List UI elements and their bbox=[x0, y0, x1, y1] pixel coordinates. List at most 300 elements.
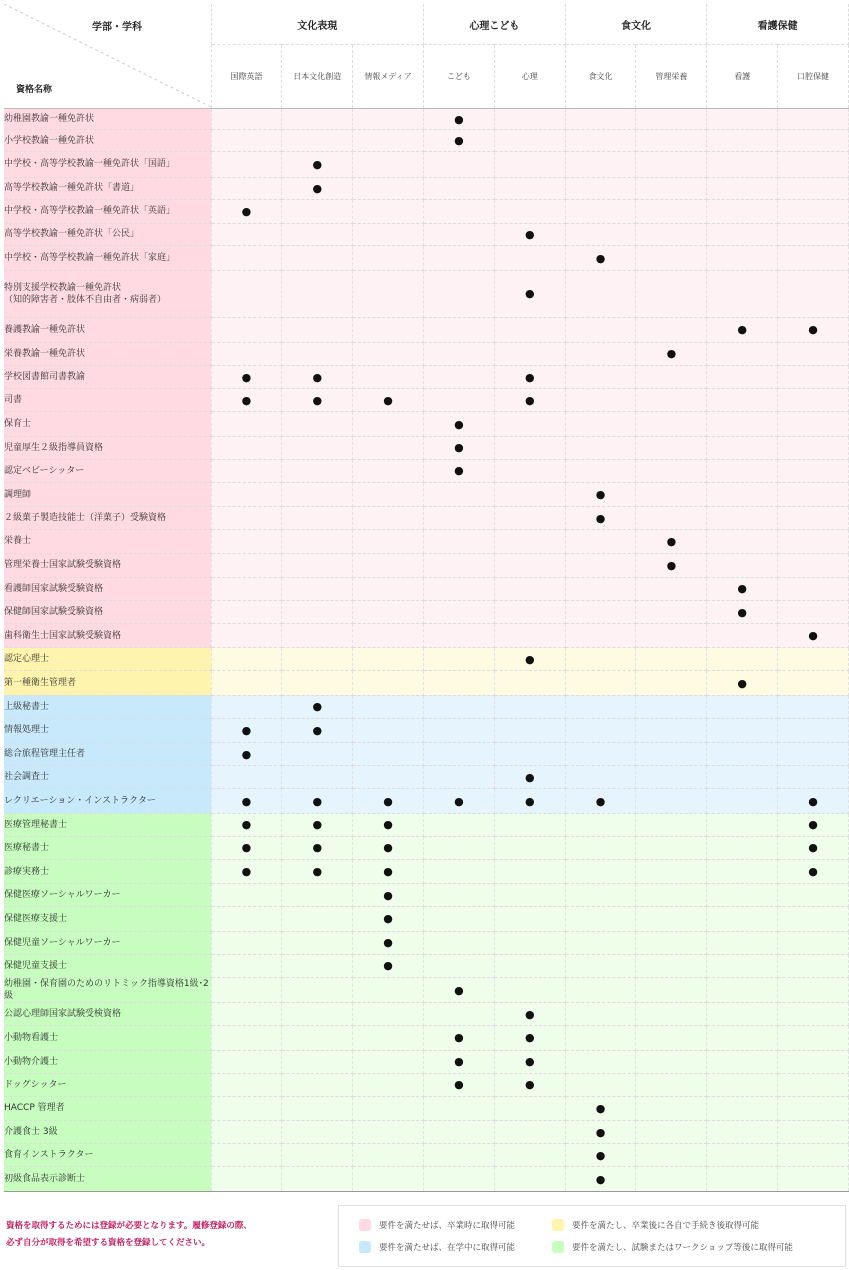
available-mark: ● bbox=[454, 1031, 464, 1045]
matrix-cell bbox=[494, 530, 565, 553]
matrix-cell bbox=[494, 813, 565, 836]
matrix-cell bbox=[565, 1073, 636, 1096]
table-row bbox=[4, 884, 849, 907]
available-mark: ● bbox=[524, 1078, 535, 1092]
matrix-cell bbox=[494, 1050, 565, 1073]
matrix-cell bbox=[636, 977, 707, 1002]
qualification-name: 第一種衛生管理者 bbox=[4, 671, 211, 695]
matrix-cell bbox=[211, 977, 282, 1002]
matrix-cell bbox=[778, 766, 849, 789]
matrix-cell bbox=[494, 1026, 565, 1050]
available-mark: ● bbox=[454, 464, 464, 478]
matrix-cell bbox=[211, 884, 282, 907]
matrix-cell bbox=[636, 695, 707, 718]
matrix-cell bbox=[778, 342, 849, 365]
matrix-cell bbox=[424, 482, 495, 506]
matrix-cell bbox=[494, 366, 565, 389]
matrix-cell bbox=[565, 743, 636, 766]
matrix-cell bbox=[565, 1096, 636, 1120]
matrix-cell bbox=[211, 459, 282, 482]
matrix-cell bbox=[211, 1144, 282, 1167]
matrix-cell bbox=[282, 931, 353, 954]
matrix-cell bbox=[565, 600, 636, 623]
available-mark: ● bbox=[312, 865, 323, 879]
table-row bbox=[4, 907, 849, 931]
matrix-cell bbox=[778, 246, 849, 271]
matrix-cell bbox=[707, 553, 778, 577]
matrix-cell bbox=[282, 577, 353, 600]
matrix-cell bbox=[353, 130, 424, 152]
matrix-cell bbox=[778, 109, 849, 130]
matrix-cell bbox=[707, 317, 778, 342]
matrix-cell bbox=[424, 1096, 495, 1120]
matrix-cell bbox=[778, 718, 849, 742]
matrix-cell bbox=[565, 648, 636, 671]
matrix-cell bbox=[565, 366, 636, 389]
matrix-cell bbox=[494, 246, 565, 271]
matrix-cell bbox=[707, 766, 778, 789]
matrix-cell bbox=[353, 1026, 424, 1050]
matrix-cell bbox=[494, 977, 565, 1002]
matrix-cell bbox=[494, 553, 565, 577]
matrix-cell bbox=[211, 507, 282, 530]
matrix-cell bbox=[636, 342, 707, 365]
matrix-cell bbox=[707, 1121, 778, 1144]
matrix-cell bbox=[282, 130, 353, 152]
qualification-name: HACCP 管理者 bbox=[4, 1096, 211, 1120]
legend-item-pink bbox=[359, 1219, 515, 1231]
available-mark: ● bbox=[808, 841, 818, 855]
qualification-name: 診療実務士 bbox=[4, 859, 211, 883]
matrix-cell bbox=[707, 530, 778, 553]
matrix-cell bbox=[353, 199, 424, 223]
matrix-cell bbox=[282, 813, 353, 836]
matrix-cell bbox=[211, 954, 282, 977]
subject-header: 口腔保健 bbox=[778, 45, 849, 109]
matrix-cell bbox=[565, 199, 636, 223]
matrix-cell bbox=[211, 317, 282, 342]
matrix-cell bbox=[282, 317, 353, 342]
matrix-cell bbox=[636, 271, 707, 317]
available-mark: ● bbox=[595, 1148, 606, 1162]
matrix-cell bbox=[282, 718, 353, 742]
matrix-cell bbox=[282, 1144, 353, 1167]
available-mark: ● bbox=[241, 723, 252, 737]
available-mark: ● bbox=[524, 1031, 535, 1045]
matrix-cell bbox=[424, 412, 495, 436]
qualification-name: 中学校・高等学校教諭一種免許状「家庭」 bbox=[4, 246, 211, 271]
matrix-cell bbox=[707, 884, 778, 907]
matrix-cell bbox=[424, 199, 495, 223]
note-line: 必ず自分が取得を希望する資格を登録してください。 bbox=[6, 1238, 211, 1248]
available-mark: ● bbox=[383, 841, 393, 855]
qualification-name: 中学校・高等学校教諭一種免許状「英語」 bbox=[4, 199, 211, 223]
table-row bbox=[4, 412, 849, 436]
matrix-cell bbox=[211, 366, 282, 389]
matrix-cell bbox=[282, 177, 353, 199]
department-header: 食文化 bbox=[565, 4, 707, 45]
department-header: 心理こども bbox=[424, 4, 566, 45]
matrix-cell bbox=[494, 507, 565, 530]
matrix-cell bbox=[211, 1167, 282, 1192]
matrix-cell bbox=[565, 507, 636, 530]
matrix-cell bbox=[565, 482, 636, 506]
qualification-name: 看護師国家試験受験資格 bbox=[4, 577, 211, 600]
legend-item-blue bbox=[359, 1241, 515, 1253]
matrix-cell bbox=[778, 884, 849, 907]
available-mark: ● bbox=[454, 983, 464, 997]
matrix-cell bbox=[636, 836, 707, 859]
matrix-cell bbox=[282, 271, 353, 317]
qualification-name: 医療秘書士 bbox=[4, 836, 211, 859]
qualification-name: 高等学校教諭一種免許状「書道」 bbox=[4, 177, 211, 199]
matrix-cell bbox=[424, 1167, 495, 1192]
qualification-name: 保育士 bbox=[4, 412, 211, 436]
matrix-cell bbox=[282, 482, 353, 506]
matrix-cell bbox=[778, 530, 849, 553]
table-row bbox=[4, 648, 849, 671]
matrix-cell bbox=[565, 223, 636, 245]
matrix-cell bbox=[494, 695, 565, 718]
matrix-cell bbox=[282, 389, 353, 412]
matrix-cell bbox=[778, 199, 849, 223]
matrix-cell bbox=[707, 907, 778, 931]
matrix-cell bbox=[424, 246, 495, 271]
qualification-name: 養護教諭一種免許状 bbox=[4, 317, 211, 342]
matrix-cell bbox=[636, 859, 707, 883]
matrix-cell bbox=[211, 1121, 282, 1144]
matrix-cell bbox=[707, 177, 778, 199]
matrix-cell bbox=[424, 1003, 495, 1026]
table-row bbox=[4, 177, 849, 199]
matrix-cell bbox=[282, 977, 353, 1002]
matrix-cell bbox=[353, 1096, 424, 1120]
matrix-cell bbox=[211, 1026, 282, 1050]
matrix-cell bbox=[282, 1167, 353, 1192]
matrix-cell bbox=[565, 1050, 636, 1073]
matrix-cell bbox=[707, 931, 778, 954]
available-mark: ● bbox=[524, 794, 535, 808]
available-mark: ● bbox=[524, 770, 535, 784]
matrix-cell bbox=[565, 412, 636, 436]
available-mark: ● bbox=[595, 511, 606, 525]
table-row bbox=[4, 671, 849, 695]
matrix-cell bbox=[636, 459, 707, 482]
matrix-cell bbox=[778, 671, 849, 695]
header-corner bbox=[4, 4, 211, 109]
matrix-cell bbox=[353, 577, 424, 600]
matrix-cell bbox=[636, 1096, 707, 1120]
matrix-cell bbox=[707, 152, 778, 177]
matrix-cell bbox=[636, 366, 707, 389]
matrix-cell bbox=[778, 1026, 849, 1050]
qualification-name: 管理栄養士国家試験受験資格 bbox=[4, 553, 211, 577]
matrix-cell bbox=[282, 436, 353, 459]
available-mark: ● bbox=[312, 818, 323, 832]
available-mark: ● bbox=[454, 1055, 464, 1069]
matrix-cell bbox=[353, 695, 424, 718]
subject-header: 情報メディア bbox=[353, 45, 424, 109]
matrix-cell bbox=[353, 271, 424, 317]
qualification-name: 保健医療ソーシャルワーカー bbox=[4, 884, 211, 907]
matrix-cell bbox=[424, 671, 495, 695]
available-mark: ● bbox=[595, 251, 606, 265]
qualification-name: 食育インストラクター bbox=[4, 1144, 211, 1167]
matrix-cell bbox=[282, 342, 353, 365]
available-mark: ● bbox=[312, 370, 323, 384]
matrix-cell bbox=[494, 789, 565, 813]
matrix-cell bbox=[636, 931, 707, 954]
matrix-cell bbox=[565, 1121, 636, 1144]
table-row bbox=[4, 1144, 849, 1167]
available-mark: ● bbox=[383, 888, 393, 902]
table-row bbox=[4, 931, 849, 954]
available-mark: ● bbox=[312, 841, 323, 855]
matrix-cell bbox=[353, 1121, 424, 1144]
matrix-cell bbox=[636, 530, 707, 553]
matrix-cell bbox=[565, 1144, 636, 1167]
matrix-cell bbox=[282, 648, 353, 671]
matrix-cell bbox=[282, 907, 353, 931]
matrix-cell bbox=[494, 718, 565, 742]
matrix-cell bbox=[353, 859, 424, 883]
matrix-cell bbox=[494, 1096, 565, 1120]
matrix-cell bbox=[282, 199, 353, 223]
subject-header: 心理 bbox=[494, 45, 565, 109]
matrix-cell bbox=[778, 177, 849, 199]
matrix-cell bbox=[494, 109, 565, 130]
matrix-cell bbox=[424, 718, 495, 742]
available-mark: ● bbox=[241, 204, 252, 218]
matrix-cell bbox=[494, 1144, 565, 1167]
matrix-cell bbox=[353, 1073, 424, 1096]
matrix-cell bbox=[778, 624, 849, 648]
matrix-cell bbox=[565, 954, 636, 977]
matrix-cell bbox=[282, 1003, 353, 1026]
matrix-cell bbox=[353, 317, 424, 342]
qualification-name: 保健師国家試験受験資格 bbox=[4, 600, 211, 623]
matrix-cell bbox=[565, 884, 636, 907]
matrix-cell bbox=[778, 577, 849, 600]
matrix-cell bbox=[565, 695, 636, 718]
matrix-cell bbox=[424, 342, 495, 365]
legend-swatch-pink bbox=[359, 1219, 371, 1231]
available-mark: ● bbox=[808, 629, 818, 643]
matrix-cell bbox=[636, 177, 707, 199]
matrix-cell bbox=[424, 577, 495, 600]
matrix-cell bbox=[494, 342, 565, 365]
qualification-name: 調理師 bbox=[4, 482, 211, 506]
table-row bbox=[4, 577, 849, 600]
matrix-cell bbox=[707, 366, 778, 389]
matrix-cell bbox=[707, 718, 778, 742]
available-mark: ● bbox=[383, 912, 393, 926]
matrix-cell bbox=[707, 130, 778, 152]
matrix-cell bbox=[494, 907, 565, 931]
available-mark: ● bbox=[808, 794, 818, 808]
matrix-cell bbox=[565, 907, 636, 931]
matrix-cell bbox=[211, 695, 282, 718]
matrix-cell bbox=[494, 152, 565, 177]
matrix-cell bbox=[282, 366, 353, 389]
matrix-cell bbox=[778, 389, 849, 412]
matrix-cell bbox=[424, 317, 495, 342]
matrix-cell bbox=[707, 1096, 778, 1120]
matrix-cell bbox=[636, 789, 707, 813]
matrix-cell bbox=[282, 223, 353, 245]
matrix-cell bbox=[424, 884, 495, 907]
matrix-cell bbox=[211, 482, 282, 506]
available-mark: ● bbox=[524, 370, 535, 384]
available-mark: ● bbox=[312, 700, 323, 714]
matrix-cell bbox=[282, 1050, 353, 1073]
matrix-cell bbox=[565, 789, 636, 813]
matrix-cell bbox=[636, 1073, 707, 1096]
matrix-cell bbox=[707, 1167, 778, 1192]
matrix-cell bbox=[494, 766, 565, 789]
matrix-cell bbox=[353, 789, 424, 813]
matrix-cell bbox=[636, 954, 707, 977]
legend-label: 要件を満たし、試験またはワークショップ等後に取得可能 bbox=[572, 1243, 793, 1253]
matrix-cell bbox=[282, 1096, 353, 1120]
table-row bbox=[4, 342, 849, 365]
matrix-cell bbox=[353, 152, 424, 177]
matrix-cell bbox=[565, 530, 636, 553]
qualification-name: 中学校・高等学校教諭一種免許状「国語」 bbox=[4, 152, 211, 177]
table-row bbox=[4, 317, 849, 342]
qualification-name: 介護食士 3級 bbox=[4, 1121, 211, 1144]
available-mark: ● bbox=[241, 393, 252, 407]
table-row bbox=[4, 553, 849, 577]
matrix-cell bbox=[211, 1073, 282, 1096]
matrix-cell bbox=[211, 907, 282, 931]
matrix-cell bbox=[424, 836, 495, 859]
matrix-cell bbox=[565, 813, 636, 836]
matrix-cell bbox=[494, 954, 565, 977]
matrix-cell bbox=[424, 766, 495, 789]
matrix-cell bbox=[211, 177, 282, 199]
qualification-name: レクリエーション・インストラクター bbox=[4, 789, 211, 813]
qualification-name: 栄養教諭一種免許状 bbox=[4, 342, 211, 365]
matrix-cell bbox=[778, 954, 849, 977]
matrix-cell bbox=[707, 1003, 778, 1026]
matrix-cell bbox=[636, 600, 707, 623]
matrix-cell bbox=[494, 624, 565, 648]
matrix-cell bbox=[565, 130, 636, 152]
matrix-cell bbox=[565, 977, 636, 1002]
matrix-cell bbox=[778, 977, 849, 1002]
matrix-cell bbox=[353, 342, 424, 365]
available-mark: ● bbox=[383, 936, 393, 950]
matrix-cell bbox=[424, 1050, 495, 1073]
qualification-name: 総合旅程管理主任者 bbox=[4, 743, 211, 766]
matrix-cell bbox=[424, 977, 495, 1002]
matrix-cell bbox=[211, 389, 282, 412]
table-row bbox=[4, 624, 849, 648]
qualification-name: 特別支援学校教諭一種免許状 （知的障害者・肢体不自由者・病弱者） bbox=[4, 271, 211, 317]
matrix-cell bbox=[424, 954, 495, 977]
matrix-cell bbox=[636, 223, 707, 245]
matrix-cell bbox=[494, 884, 565, 907]
legend-swatch-yellow bbox=[552, 1219, 564, 1231]
matrix-cell bbox=[565, 109, 636, 130]
table-row bbox=[4, 1121, 849, 1144]
matrix-cell bbox=[424, 109, 495, 130]
matrix-cell bbox=[636, 1003, 707, 1026]
matrix-cell bbox=[494, 836, 565, 859]
matrix-cell bbox=[353, 931, 424, 954]
matrix-cell bbox=[707, 577, 778, 600]
matrix-cell bbox=[424, 553, 495, 577]
available-mark: ● bbox=[595, 1125, 606, 1139]
matrix-cell bbox=[282, 624, 353, 648]
matrix-cell bbox=[353, 553, 424, 577]
qualification-name: 保健児童支援士 bbox=[4, 954, 211, 977]
matrix-cell bbox=[424, 366, 495, 389]
qualification-name: 情報処理士 bbox=[4, 718, 211, 742]
available-mark: ● bbox=[241, 841, 252, 855]
matrix-cell bbox=[778, 648, 849, 671]
matrix-cell bbox=[636, 389, 707, 412]
matrix-cell bbox=[707, 648, 778, 671]
table-row bbox=[4, 954, 849, 977]
matrix-cell bbox=[282, 859, 353, 883]
matrix-cell bbox=[636, 1121, 707, 1144]
matrix-cell bbox=[494, 482, 565, 506]
matrix-cell bbox=[424, 459, 495, 482]
matrix-cell bbox=[778, 836, 849, 859]
available-mark: ● bbox=[808, 323, 818, 337]
matrix-cell bbox=[282, 836, 353, 859]
matrix-cell bbox=[494, 1167, 565, 1192]
available-mark: ● bbox=[737, 676, 747, 690]
matrix-cell bbox=[636, 246, 707, 271]
matrix-cell bbox=[636, 1167, 707, 1192]
table-row bbox=[4, 600, 849, 623]
matrix-cell bbox=[211, 530, 282, 553]
matrix-cell bbox=[424, 177, 495, 199]
matrix-cell bbox=[211, 836, 282, 859]
matrix-cell bbox=[494, 1003, 565, 1026]
matrix-cell bbox=[424, 648, 495, 671]
matrix-cell bbox=[282, 553, 353, 577]
matrix-cell bbox=[778, 459, 849, 482]
matrix-cell bbox=[707, 482, 778, 506]
matrix-cell bbox=[565, 389, 636, 412]
matrix-cell bbox=[778, 1167, 849, 1192]
matrix-cell bbox=[565, 1026, 636, 1050]
matrix-cell bbox=[707, 859, 778, 883]
qualification-name: 上級秘書士 bbox=[4, 695, 211, 718]
available-mark: ● bbox=[595, 794, 606, 808]
available-mark: ● bbox=[241, 865, 252, 879]
matrix-cell bbox=[424, 507, 495, 530]
matrix-cell bbox=[778, 859, 849, 883]
matrix-cell bbox=[494, 436, 565, 459]
available-mark: ● bbox=[524, 652, 535, 666]
matrix-cell bbox=[636, 624, 707, 648]
matrix-cell bbox=[353, 954, 424, 977]
matrix-cell bbox=[636, 199, 707, 223]
table-row bbox=[4, 1167, 849, 1192]
matrix-cell bbox=[565, 152, 636, 177]
qualification-name: 認定心理士 bbox=[4, 648, 211, 671]
available-mark: ● bbox=[808, 818, 818, 832]
legend-label: 要件を満たせば、在学中に取得可能 bbox=[379, 1243, 516, 1253]
matrix-cell bbox=[211, 577, 282, 600]
matrix-cell bbox=[494, 199, 565, 223]
matrix-cell bbox=[211, 859, 282, 883]
